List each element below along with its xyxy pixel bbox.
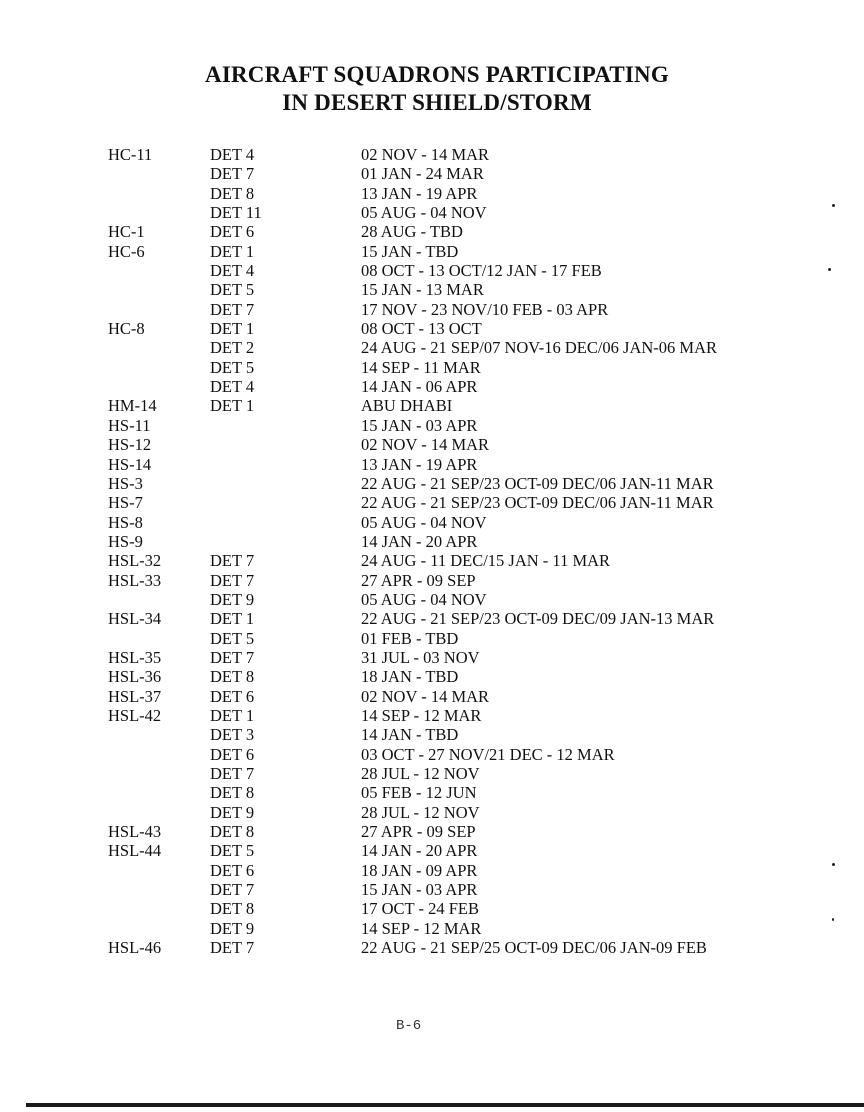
squadron-cell: HSL-32 <box>108 551 162 571</box>
dates-cell: 05 FEB - 12 JUN <box>361 783 477 803</box>
table-row <box>0 629 864 648</box>
table-row <box>0 938 864 957</box>
detachment-cell: DET 5 <box>210 357 255 377</box>
table-row <box>0 493 864 512</box>
detachment-cell: DET 9 <box>210 802 255 822</box>
dates-cell: 08 OCT - 13 OCT <box>361 319 482 339</box>
table-row <box>0 396 864 415</box>
table-row <box>0 590 864 609</box>
detachment-cell: DET 11 <box>210 203 262 223</box>
table-row <box>0 532 864 551</box>
detachment-cell: DET 4 <box>210 377 255 397</box>
squadron-cell: HS-3 <box>108 473 143 493</box>
table-row <box>0 783 864 802</box>
squadron-cell: HS-14 <box>108 454 152 474</box>
table-row <box>0 145 864 164</box>
table-row <box>0 764 864 783</box>
table-row <box>0 338 864 357</box>
scan-speck <box>832 204 835 207</box>
dates-cell: 13 JAN - 19 APR <box>361 454 478 474</box>
dates-cell: 27 APR - 09 SEP <box>361 822 476 842</box>
scan-speck <box>828 268 831 271</box>
dates-cell: 28 AUG - TBD <box>361 222 463 242</box>
detachment-cell: DET 7 <box>210 764 255 783</box>
dates-cell: 14 SEP - 11 MAR <box>361 357 481 377</box>
dates-cell: 01 FEB - TBD <box>361 628 459 648</box>
dates-cell: 08 OCT - 13 OCT/12 JAN - 17 FEB <box>361 261 602 281</box>
detachment-cell: DET 6 <box>210 686 255 706</box>
table-row <box>0 358 864 377</box>
squadron-cell: HC-1 <box>108 222 145 242</box>
detachment-cell: DET 8 <box>210 783 255 803</box>
squadron-cell: HSL-35 <box>108 647 162 667</box>
dates-cell: 22 AUG - 21 SEP/25 OCT-09 DEC/06 JAN-09 FEB <box>361 938 707 958</box>
table-row <box>0 280 864 299</box>
dates-cell: 05 AUG - 04 NOV <box>361 203 487 223</box>
table-row <box>0 706 864 725</box>
dates-cell: 22 AUG - 21 SEP/23 OCT-09 DEC/06 JAN-11 MAR <box>361 493 714 513</box>
table-row <box>0 861 864 880</box>
detachment-cell: DET 5 <box>210 628 255 648</box>
dates-cell: 13 JAN - 19 APR <box>361 183 478 203</box>
dates-cell: 28 JUL - 12 NOV <box>361 802 480 822</box>
dates-cell: 14 JAN - 20 APR <box>361 531 478 551</box>
squadron-table <box>0 145 864 957</box>
detachment-cell: DET 1 <box>210 396 255 416</box>
detachment-cell: DET 1 <box>210 705 255 725</box>
detachment-cell: DET 4 <box>210 145 255 164</box>
squadron-cell: HS-12 <box>108 435 152 455</box>
dates-cell: 02 NOV - 14 MAR <box>361 435 490 455</box>
table-row <box>0 551 864 570</box>
squadron-cell: HSL-43 <box>108 822 162 842</box>
dates-cell: 03 OCT - 27 NOV/21 DEC - 12 MAR <box>361 744 615 764</box>
dates-cell: 15 JAN - 03 APR <box>361 415 478 435</box>
page-number: B-6 <box>396 1018 422 1034</box>
table-row <box>0 803 864 822</box>
table-row <box>0 841 864 860</box>
dates-cell: 17 NOV - 23 NOV/10 FEB - 03 APR <box>361 299 609 319</box>
dates-cell: 15 JAN - 03 APR <box>361 880 478 900</box>
dates-cell: 24 AUG - 11 DEC/15 JAN - 11 MAR <box>361 551 611 571</box>
detachment-cell: DET 7 <box>210 647 255 667</box>
detachment-cell: DET 9 <box>210 589 255 609</box>
table-row <box>0 571 864 590</box>
detachment-cell: DET 3 <box>210 725 255 745</box>
page-title-line-1: AIRCRAFT SQUADRONS PARTICIPATING <box>205 62 669 87</box>
table-row <box>0 455 864 474</box>
squadron-cell: HSL-37 <box>108 686 162 706</box>
squadron-cell: HS-8 <box>108 512 143 532</box>
page-title-line-2: IN DESERT SHIELD/STORM <box>282 90 592 115</box>
squadron-cell: HS-7 <box>108 493 143 513</box>
detachment-cell: DET 5 <box>210 841 255 861</box>
table-row <box>0 222 864 241</box>
table-row <box>0 725 864 744</box>
detachment-cell: DET 8 <box>210 183 255 203</box>
squadron-cell: HS-11 <box>108 415 151 435</box>
table-row <box>0 648 864 667</box>
squadron-cell: HSL-46 <box>108 938 162 958</box>
table-row <box>0 667 864 686</box>
detachment-cell: DET 8 <box>210 822 255 842</box>
detachment-cell: DET 7 <box>210 880 255 900</box>
detachment-cell: DET 5 <box>210 280 255 300</box>
bottom-rule <box>26 1103 864 1107</box>
detachment-cell: DET 7 <box>210 299 255 319</box>
dates-cell: 18 JAN - TBD <box>361 667 459 687</box>
squadron-cell: HSL-36 <box>108 667 162 687</box>
dates-cell: 14 SEP - 12 MAR <box>361 705 482 725</box>
dates-cell: 22 AUG - 21 SEP/23 OCT-09 DEC/09 JAN-13 MAR <box>361 609 715 629</box>
squadron-cell: HC-11 <box>108 145 153 164</box>
detachment-cell: DET 7 <box>210 164 255 184</box>
detachment-cell: DET 1 <box>210 319 255 339</box>
dates-cell: 22 AUG - 21 SEP/23 OCT-09 DEC/06 JAN-11 MAR <box>361 473 714 493</box>
squadron-cell: HS-9 <box>108 531 143 551</box>
table-row <box>0 319 864 338</box>
dates-cell: 28 JUL - 12 NOV <box>361 764 480 783</box>
detachment-cell: DET 2 <box>210 338 255 358</box>
table-row <box>0 687 864 706</box>
dates-cell: 24 AUG - 21 SEP/07 NOV-16 DEC/06 JAN-06 MAR <box>361 338 717 358</box>
scan-speck <box>832 863 835 866</box>
dates-cell: 02 NOV - 14 MAR <box>361 145 490 164</box>
table-row <box>0 899 864 918</box>
table-row <box>0 435 864 454</box>
scan-speck <box>832 918 834 921</box>
detachment-cell: DET 9 <box>210 918 255 938</box>
dates-cell: 17 OCT - 24 FEB <box>361 899 479 919</box>
detachment-cell: DET 6 <box>210 744 255 764</box>
dates-cell: 15 JAN - TBD <box>361 241 459 261</box>
table-row <box>0 203 864 222</box>
dates-cell: 05 AUG - 04 NOV <box>361 589 487 609</box>
detachment-cell: DET 7 <box>210 570 255 590</box>
squadron-cell: HSL-42 <box>108 705 162 725</box>
table-row <box>0 377 864 396</box>
table-row <box>0 164 864 183</box>
detachment-cell: DET 7 <box>210 551 255 571</box>
table-row <box>0 261 864 280</box>
table-row <box>0 609 864 628</box>
table-row <box>0 880 864 899</box>
detachment-cell: DET 6 <box>210 222 255 242</box>
table-row <box>0 822 864 841</box>
dates-cell: 27 APR - 09 SEP <box>361 570 476 590</box>
dates-cell: 05 AUG - 04 NOV <box>361 512 487 532</box>
table-row <box>0 919 864 938</box>
detachment-cell: DET 6 <box>210 860 255 880</box>
dates-cell: 18 JAN - 09 APR <box>361 860 478 880</box>
squadron-cell: HSL-33 <box>108 570 162 590</box>
dates-cell: ABU DHABI <box>361 396 453 416</box>
squadron-cell: HC-8 <box>108 319 145 339</box>
dates-cell: 14 JAN - 20 APR <box>361 841 478 861</box>
squadron-cell: HSL-34 <box>108 609 162 629</box>
detachment-cell: DET 1 <box>210 609 255 629</box>
dates-cell: 14 JAN - 06 APR <box>361 377 478 397</box>
table-row <box>0 242 864 261</box>
table-row <box>0 416 864 435</box>
table-row <box>0 300 864 319</box>
detachment-cell: DET 8 <box>210 899 255 919</box>
squadron-cell: HM-14 <box>108 396 157 416</box>
dates-cell: 15 JAN - 13 MAR <box>361 280 484 300</box>
detachment-cell: DET 7 <box>210 938 255 958</box>
squadron-cell: HC-6 <box>108 241 145 261</box>
table-row <box>0 513 864 532</box>
detachment-cell: DET 8 <box>210 667 255 687</box>
detachment-cell: DET 1 <box>210 241 255 261</box>
dates-cell: 01 JAN - 24 MAR <box>361 164 484 184</box>
detachment-cell: DET 4 <box>210 261 255 281</box>
table-row <box>0 474 864 493</box>
table-row <box>0 184 864 203</box>
dates-cell: 31 JUL - 03 NOV <box>361 647 480 667</box>
dates-cell: 14 JAN - TBD <box>361 725 459 745</box>
dates-cell: 02 NOV - 14 MAR <box>361 686 490 706</box>
table-row <box>0 745 864 764</box>
squadron-cell: HSL-44 <box>108 841 162 861</box>
dates-cell: 14 SEP - 12 MAR <box>361 918 482 938</box>
